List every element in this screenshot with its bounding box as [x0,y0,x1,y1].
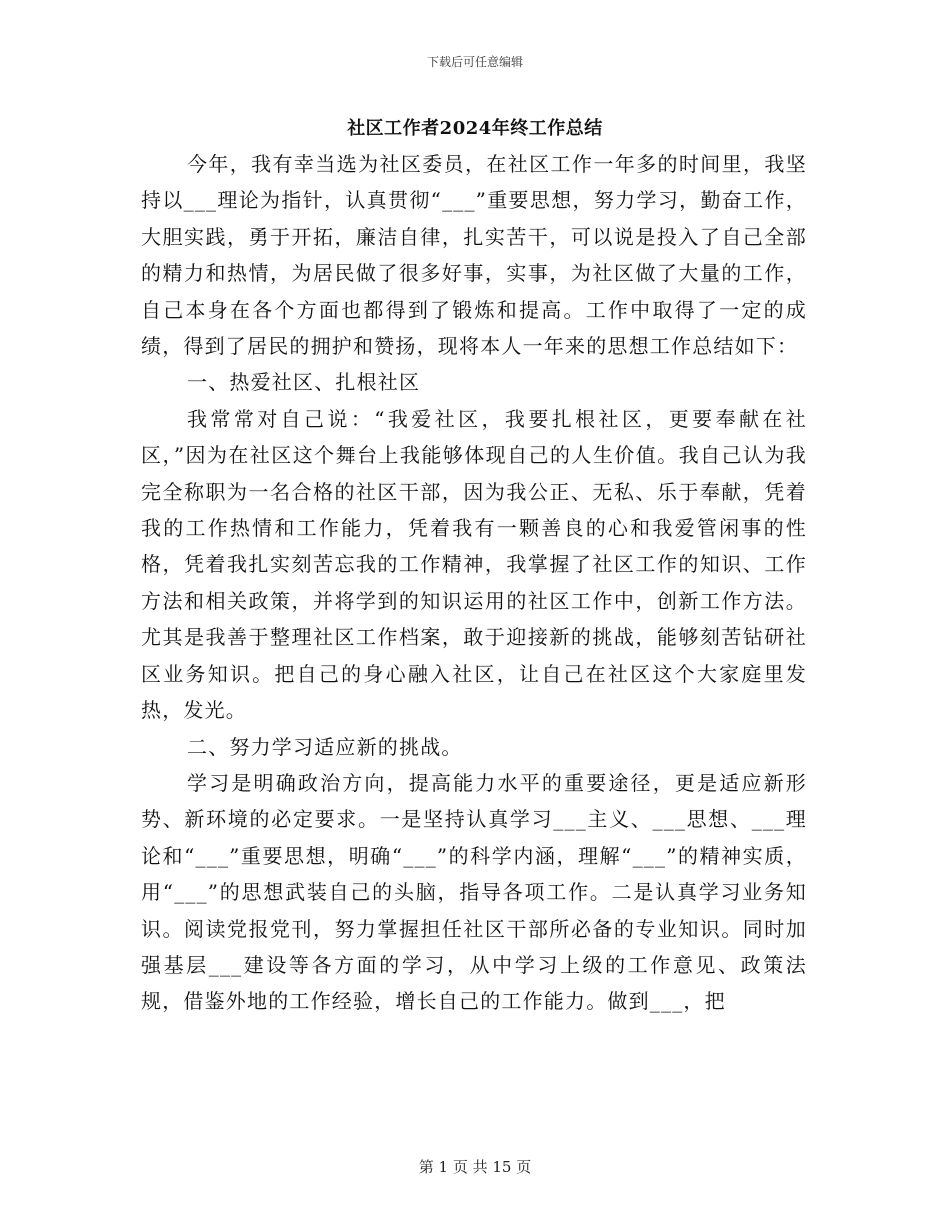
paragraph-section-1: 我常常对自己说：“我爱社区，我要扎根社区，更要奉献在社区，”因为在社区这个舞台上我能够体现自己的人生价值。我自己认为我完全称职为一名合格的社区干部，因为我公正、无私、乐于奉献，凭着我的工作热情和工作能力，凭着我有一颗善良的心和我爱管闲事的性格，凭着我扎实刻苦忘我的工作精神，我掌握了社区工作的知识、工作方法和相关政策，并将学到的知识运用的社区工作中，创新工作方法。尤其是我善于整理社区工作档案，敢于迎接新的挑战，能够刻苦钻研社区业务知识。把自己的身心融入社区，让自己在社区这个大家庭里发热，发光。 [141,406,807,723]
paragraph-section-2: 学习是明确政治方向，提高能力水平的重要途径，更是适应新形势、新环境的必定要求。一是坚持认真学习___主义、___思想、___理论和“___”重要思想，明确“___”的科学内涵，理解“___”的精神实质，用“___”的思想武装自己的头脑，指导各项工作。二是认真学习业务知识。阅读党报党刊，努力掌握担任社区干部所必备的专业知识。同时加强基层___建设等各方面的学习，从中学习上级的工作意见、政策法规，借鉴外地的工作经验，增长自己的工作能力。做到___，把 [141,770,807,1014]
document-title: 社区工作者2024年终工作总结 [347,118,603,139]
paragraph-intro: 今年，我有幸当选为社区委员，在社区工作一年多的时间里，我坚持以___理论为指针，认真贯彻“___”重要思想，努力学习，勤奋工作，大胆实践，勇于开拓，廉洁自律，扎实苦干，可以说是投入了自己全部的精力和热情，为居民做了很多好事，实事，为社区做了大量的工作，自己本身在各个方面也都得到了锻炼和提高。工作中取得了一定的成绩，得到了居民的拥护和赞扬，现将本人一年来的思想工作总结如下： [141,152,807,359]
section-heading-2: 二、努力学习适应新的挑战。 [187,734,463,759]
page-number: 第 1 页 共 15 页 [418,1158,532,1176]
section-heading-1: 一、热爱社区、扎根社区 [187,370,421,395]
page-header-note: 下载后可任意编辑 [426,55,523,69]
document-body [141,146,807,1020]
